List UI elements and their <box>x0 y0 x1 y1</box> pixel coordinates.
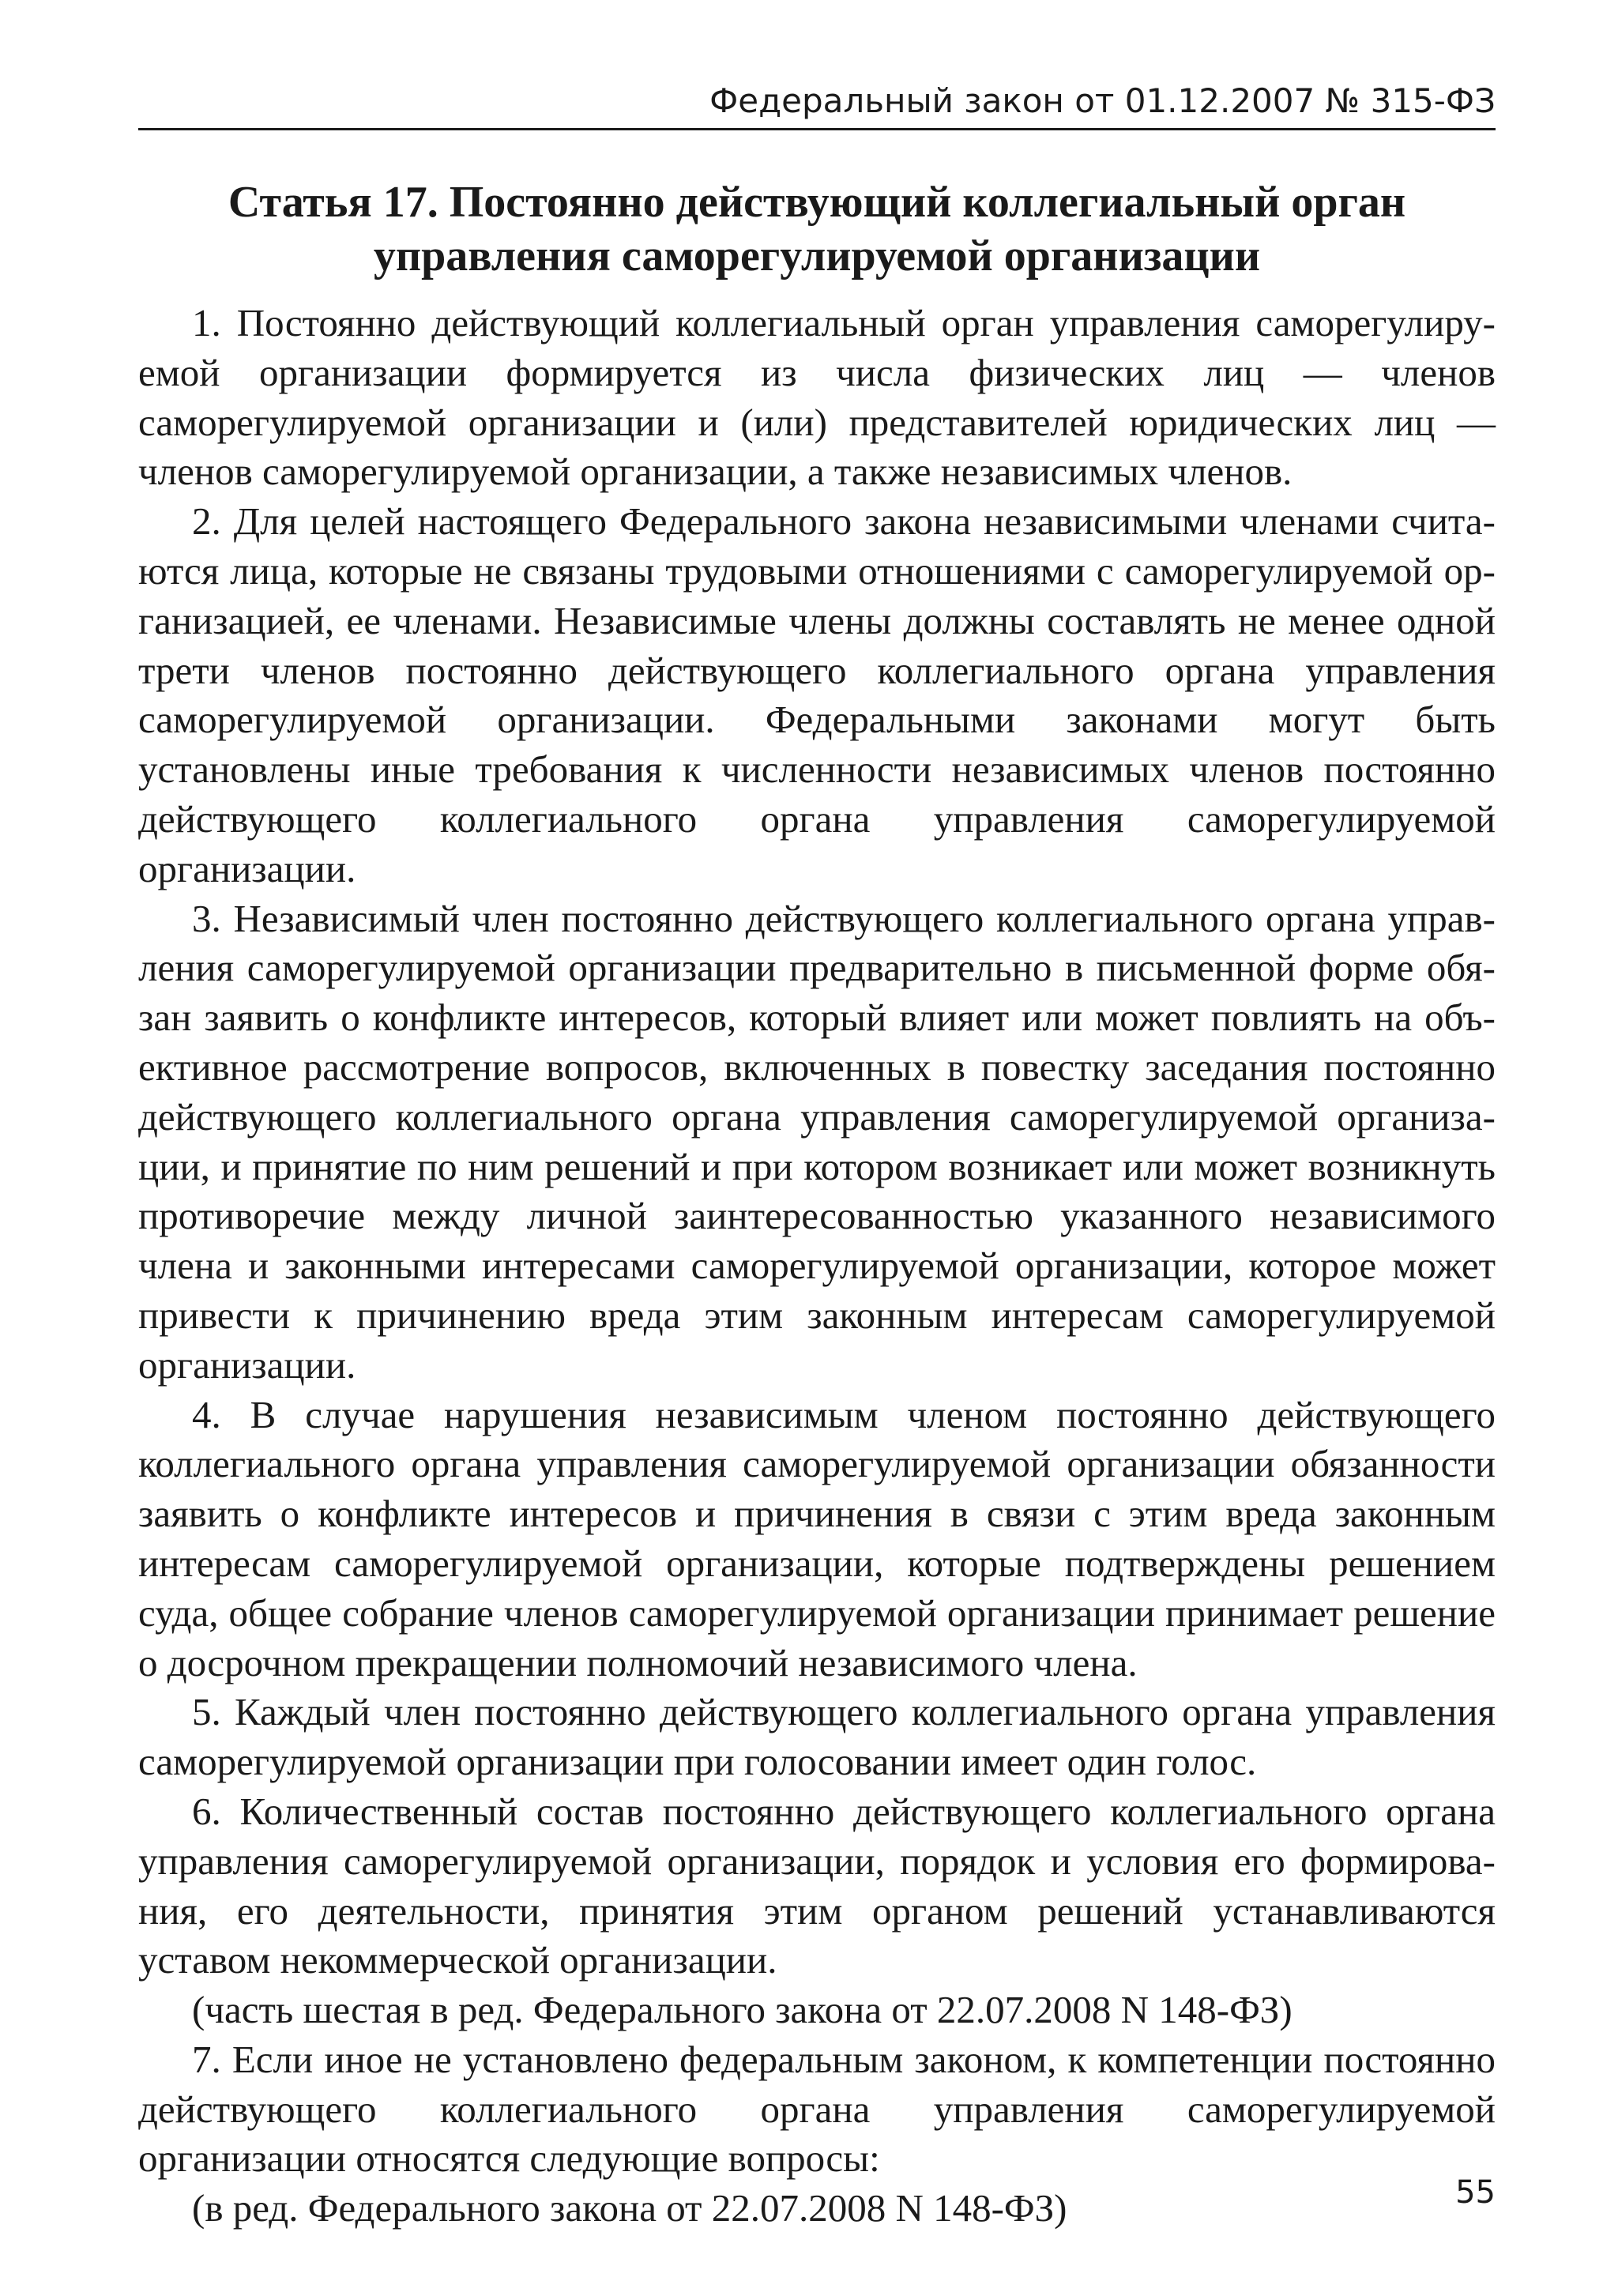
paragraph-2: 2. Для целей настоящего Федерального закона независимыми членами считаются лица, которые не связаны трудовыми отношениями с саморегулируемой организацией, ее членами. Независимые члены должны составлять не менее одной трети членов постоянно действующего коллегиального органа управления саморегулируемой организации. Федеральными законами могут быть установлены иные требования к численности независимых членов постоянно действующего коллегиального органа управления саморегулируемой организации. <box>138 499 1496 890</box>
article-body <box>138 299 1496 2234</box>
page-number: 55 <box>1455 2174 1496 2211</box>
paragraph-3: 3. Независимый член постоянно действующего коллегиального органа управления саморегулируемой организации предварительно в письменной форме обязан заявить о конфликте интересов, который влияет или может повлиять на объективное рассмотрение вопросов, включенных в повестку заседания постоянно действующего коллегиального органа управления саморегулируемой организации, и принятие по ним решений и при котором возникает или может возникнуть противоречие между личной заинтересованностью указанного независимого члена и законными интересами саморегулируемой организации, которое может привести к причинению вреда этим законным интересам саморегулируемой организации. <box>138 896 1496 1387</box>
amendment-note-2: (в ред. Федерального закона от 22.07.2008 N 148-ФЗ) <box>192 2186 1067 2230</box>
paragraph-4: 4. В случае нарушения независимым членом постоянно действующего коллегиального органа управления саморегулируемой организации обязанности заявить о конфликте интересов и причинения в связи с этим вреда законным интересам саморегулируемой организации, которые подтверждены решением суда, общее собрание членов саморегулируемой организации принимает решение о досрочном прекращении полномочий независимого члена. <box>138 1392 1496 1684</box>
paragraph-6: 6. Количественный состав постоянно действующего коллегиального органа управления саморегулируемой организации, порядок и условия его формирования, его деятельности, принятия этим органом решений устанавливаются уставом некоммерческой организации. <box>138 1789 1496 1982</box>
paragraph-1: 1. Постоянно действующий коллегиальный орган управления саморегулируемой организации формируется из числа физических лиц — членов саморегулируемой организации и (или) представителей юридических лиц — членов саморегулируемой организации, а также независимых членов. <box>138 301 1496 494</box>
article-title-line-1: Статья 17. Постоянно действующий коллегиальный орган <box>228 178 1406 227</box>
article-title <box>138 175 1496 283</box>
paragraph-5: 5. Каждый член постоянно действующего коллегиального органа управления саморегулируемой организации при голосовании имеет один голос. <box>138 1690 1496 1784</box>
header-rule <box>138 128 1496 130</box>
article-title-line-2: управления саморегулируемой организации <box>373 231 1261 280</box>
paragraph-7: 7. Если иное не установлено федеральным законом, к компетенции постоянно действующего коллегиального органа управления саморегулируемой организации относятся следующие вопросы: <box>138 2037 1496 2181</box>
amendment-note-1: (часть шестая в ред. Федерального закона от 22.07.2008 N 148-ФЗ) <box>192 1988 1293 2032</box>
running-header: Федеральный закон от 01.12.2007 № 315-ФЗ <box>709 81 1496 120</box>
